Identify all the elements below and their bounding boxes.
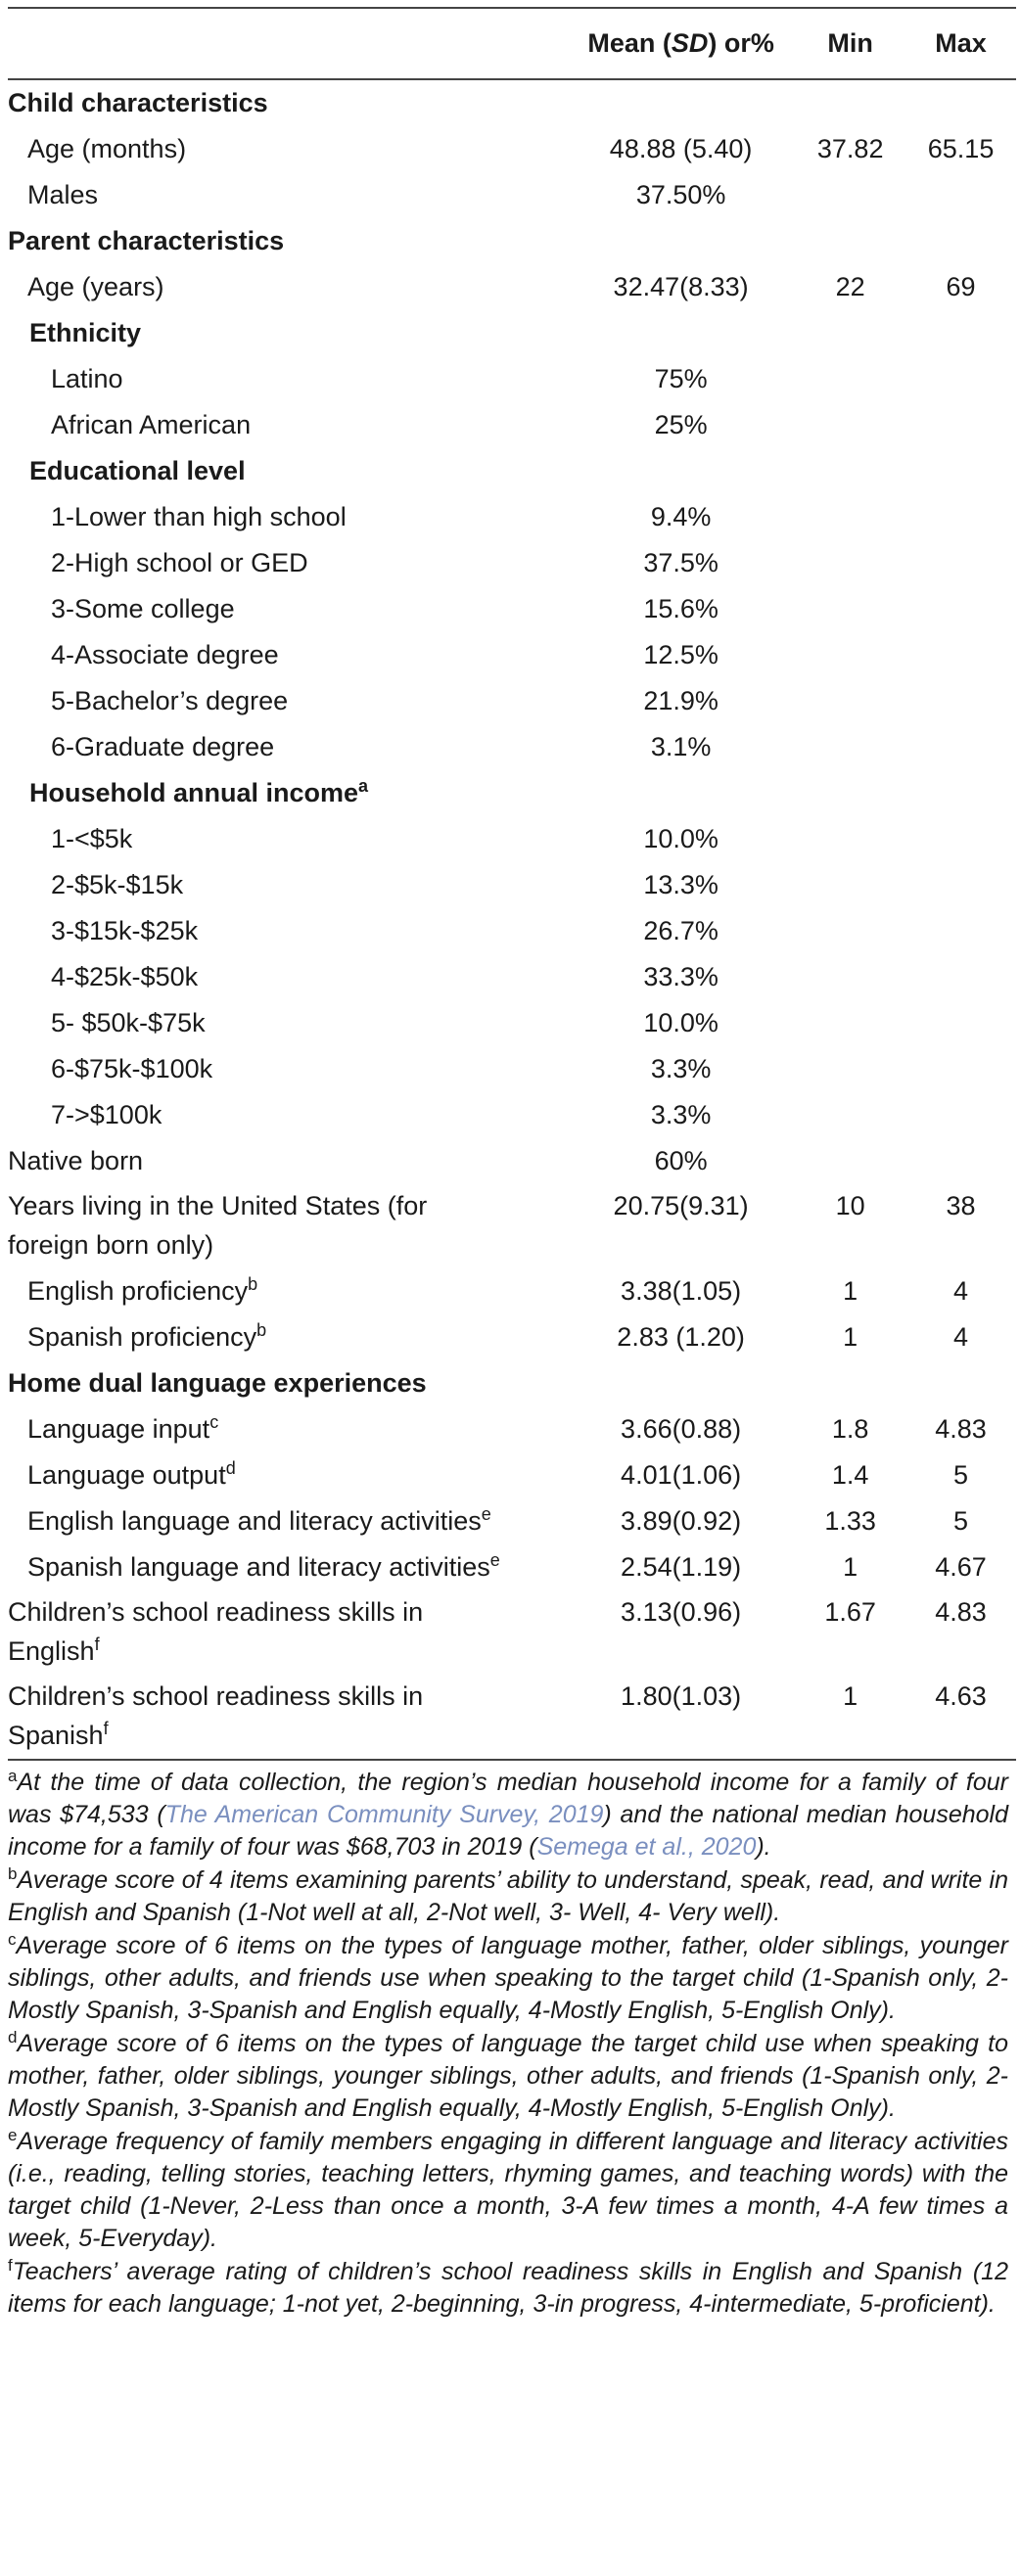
header-or-pct-text: ) or% bbox=[708, 28, 774, 58]
row-label: Age (months) bbox=[27, 134, 187, 163]
row-label: Ethnicity bbox=[29, 318, 142, 347]
row-mean: 48.88 (5.40) bbox=[609, 134, 753, 163]
footnote-mark: e bbox=[8, 2126, 18, 2144]
row-label bbox=[8, 1184, 567, 1268]
row-max: 4.67 bbox=[935, 1552, 987, 1582]
row-mean: 20.75(9.31) bbox=[613, 1191, 749, 1220]
table-row bbox=[8, 1498, 1016, 1544]
table-row bbox=[8, 1452, 1016, 1498]
row-label bbox=[8, 770, 567, 816]
row-label-text: Household annual income bbox=[29, 778, 359, 807]
footnote-marker: f bbox=[103, 1719, 109, 1738]
row-label: 3-$15k-$25k bbox=[51, 916, 199, 945]
row-label-text: Spanish language and literacy activities bbox=[27, 1552, 490, 1582]
row-min: 22 bbox=[835, 272, 865, 301]
footnote-marker: c bbox=[209, 1412, 219, 1432]
table-row bbox=[8, 908, 1016, 954]
footnote-marker: a bbox=[358, 776, 369, 796]
row-mean: 21.9% bbox=[643, 686, 719, 715]
row-mean: 3.3% bbox=[650, 1100, 712, 1129]
table-row bbox=[8, 448, 1016, 494]
header-label-col bbox=[8, 8, 567, 79]
row-max: 5 bbox=[953, 1460, 969, 1490]
row-mean: 60% bbox=[654, 1146, 708, 1175]
row-mean: 33.3% bbox=[643, 962, 719, 991]
table-row bbox=[8, 954, 1016, 1000]
table-row bbox=[8, 126, 1016, 172]
row-label: African American bbox=[51, 410, 252, 439]
row-label-line1: Children’s school readiness skills in bbox=[8, 1597, 424, 1627]
row-min: 1.8 bbox=[831, 1414, 869, 1444]
row-mean: 15.6% bbox=[643, 594, 719, 623]
row-label: 5-Bachelor’s degree bbox=[51, 686, 289, 715]
table-row bbox=[8, 172, 1016, 218]
header-sd-text: SD bbox=[671, 28, 709, 58]
row-label-text: Spanish proficiency bbox=[27, 1322, 257, 1352]
table-row bbox=[8, 218, 1016, 264]
table-row bbox=[8, 264, 1016, 310]
footnote-marker: e bbox=[489, 1550, 500, 1570]
row-label: 6-$75k-$100k bbox=[51, 1054, 213, 1083]
table-row bbox=[8, 1675, 1016, 1760]
citation-link[interactable]: Semega et al., 2020 bbox=[536, 1833, 757, 1861]
row-label-line1: Children’s school readiness skills in bbox=[8, 1681, 424, 1711]
table-row bbox=[8, 402, 1016, 448]
row-label bbox=[8, 1406, 567, 1452]
row-min: 1 bbox=[843, 1552, 858, 1582]
table-row bbox=[8, 862, 1016, 908]
table-row bbox=[8, 1092, 1016, 1138]
row-mean: 9.4% bbox=[650, 502, 712, 531]
row-label: 2-$5k-$15k bbox=[51, 870, 184, 899]
row-label-line2: English bbox=[8, 1636, 95, 1666]
table-row bbox=[8, 356, 1016, 402]
footnote-text: At the time of data collection, the region’s median household income for a family of four was $74,533 ( bbox=[8, 1769, 1008, 1828]
table-row bbox=[8, 770, 1016, 816]
table-row bbox=[8, 1138, 1016, 1184]
row-label: 4-Associate degree bbox=[51, 640, 279, 669]
row-mean: 3.13(0.96) bbox=[621, 1597, 742, 1627]
table-footnotes bbox=[8, 1767, 1008, 2321]
row-label bbox=[8, 1314, 567, 1360]
row-label-text: English proficiency bbox=[27, 1276, 249, 1306]
row-mean: 37.5% bbox=[643, 548, 719, 577]
table-row bbox=[8, 494, 1016, 540]
row-label: Home dual language experiences bbox=[8, 1368, 427, 1398]
row-mean: 3.89(0.92) bbox=[621, 1506, 742, 1536]
row-label bbox=[8, 1675, 567, 1760]
footnote-b bbox=[8, 1864, 1008, 1929]
row-mean: 3.1% bbox=[650, 732, 712, 761]
footnote-mark: c bbox=[8, 1930, 17, 1949]
footnote-text: Average frequency of family members engaging in different language and literacy activities (i.e., reading, telling stories, teaching letters, rhyming games, and teaching words) with the target child (1-Never, 2-Less than once a month, 3-A few times a month, 4-A few times a week, 5-Everyday). bbox=[8, 2128, 1008, 2252]
table-row bbox=[8, 1360, 1016, 1406]
row-label: 1-<$5k bbox=[51, 824, 133, 853]
row-mean: 3.66(0.88) bbox=[621, 1414, 742, 1444]
row-label: 6-Graduate degree bbox=[51, 732, 275, 761]
row-label-text: Language output bbox=[27, 1460, 226, 1490]
footnote-text: Average score of 6 items on the types of language the target child use when speaking to mother, father, older siblings, younger siblings, other adults, and friends (1-Spanish only, 2-Mostly Spanish, 3-Spanish and English equally, 4-Mostly English, 5-English Only). bbox=[8, 2030, 1008, 2122]
footnote-marker: e bbox=[481, 1504, 491, 1524]
row-mean: 2.83 (1.20) bbox=[617, 1322, 745, 1352]
row-mean: 3.3% bbox=[650, 1054, 712, 1083]
footnote-text: Average score of 4 items examining parents’ ability to understand, speak, read, and write in English and Spanish (1-Not well at all, 2-Not well, 3- Well, 4- Very well). bbox=[8, 1866, 1008, 1926]
row-label-line2: Spanish bbox=[8, 1721, 104, 1750]
header-min: Min bbox=[827, 28, 873, 58]
row-label-line1: Years living in the United States (for bbox=[8, 1191, 428, 1220]
row-mean: 12.5% bbox=[643, 640, 719, 669]
table-row bbox=[8, 816, 1016, 862]
footnote-c bbox=[8, 1930, 1008, 2027]
header-max: Max bbox=[935, 28, 987, 58]
row-label: 3-Some college bbox=[51, 594, 235, 623]
table-row bbox=[8, 540, 1016, 586]
descriptive-statistics-table bbox=[8, 7, 1016, 1761]
row-min: 1 bbox=[843, 1322, 858, 1352]
footnote-marker: d bbox=[225, 1458, 236, 1478]
row-label: Age (years) bbox=[27, 272, 164, 301]
row-mean: 4.01(1.06) bbox=[621, 1460, 742, 1490]
row-mean: 75% bbox=[654, 364, 708, 393]
citation-link[interactable]: The American Community Survey, 2019 bbox=[164, 1801, 604, 1828]
row-mean: 13.3% bbox=[643, 870, 719, 899]
header-mean-text: Mean ( bbox=[587, 28, 672, 58]
row-min: 1.4 bbox=[831, 1460, 869, 1490]
row-label: 4-$25k-$50k bbox=[51, 962, 199, 991]
footnote-marker: f bbox=[94, 1634, 100, 1654]
row-label: Native born bbox=[8, 1146, 144, 1175]
table-row bbox=[8, 632, 1016, 678]
row-label bbox=[8, 1498, 567, 1544]
row-label-text: Language input bbox=[27, 1414, 210, 1444]
table-row bbox=[8, 1184, 1016, 1268]
row-label: Males bbox=[27, 180, 99, 209]
table-row bbox=[8, 678, 1016, 724]
table-row bbox=[8, 1268, 1016, 1314]
footnote-marker: b bbox=[248, 1274, 258, 1294]
table-row bbox=[8, 79, 1016, 126]
row-label: 7->$100k bbox=[51, 1100, 162, 1129]
table-row bbox=[8, 1406, 1016, 1452]
row-label bbox=[8, 1452, 567, 1498]
row-label: 2-High school or GED bbox=[51, 548, 308, 577]
table-row bbox=[8, 1314, 1016, 1360]
row-mean: 32.47(8.33) bbox=[613, 272, 749, 301]
footnote-text: ). bbox=[756, 1833, 771, 1861]
row-mean: 1.80(1.03) bbox=[621, 1681, 742, 1711]
table-row bbox=[8, 1544, 1016, 1590]
row-label bbox=[8, 1590, 567, 1675]
table-row bbox=[8, 1000, 1016, 1046]
row-max: 4.63 bbox=[935, 1681, 987, 1711]
row-max: 38 bbox=[946, 1191, 976, 1220]
row-label: Educational level bbox=[29, 456, 246, 485]
row-label: Latino bbox=[51, 364, 123, 393]
footnote-a bbox=[8, 1767, 1008, 1863]
table-row bbox=[8, 1590, 1016, 1675]
row-label bbox=[8, 1268, 567, 1314]
row-min: 1 bbox=[843, 1681, 858, 1711]
footnote-d bbox=[8, 2028, 1008, 2125]
footnote-e bbox=[8, 2126, 1008, 2255]
table-row bbox=[8, 724, 1016, 770]
row-label bbox=[8, 1544, 567, 1590]
row-label: Parent characteristics bbox=[8, 226, 285, 255]
footnote-mark: b bbox=[8, 1864, 18, 1883]
footnote-mark: f bbox=[8, 2256, 13, 2275]
row-max: 4.83 bbox=[935, 1597, 987, 1627]
row-label-line2: foreign born only) bbox=[8, 1230, 214, 1260]
header-row bbox=[8, 8, 1016, 79]
row-max: 4.83 bbox=[935, 1414, 987, 1444]
footnote-marker: b bbox=[256, 1320, 267, 1340]
footnote-text: ) and the national median household income for a family of four was $68,703 in 2019 ( bbox=[8, 1801, 1008, 1861]
row-min: 10 bbox=[835, 1191, 865, 1220]
row-label: 5- $50k-$75k bbox=[51, 1008, 206, 1037]
header-mean-sd bbox=[567, 8, 795, 79]
table-row bbox=[8, 1046, 1016, 1092]
row-label-text: English language and literacy activities bbox=[27, 1506, 482, 1536]
row-mean: 10.0% bbox=[643, 1008, 719, 1037]
footnote-mark: a bbox=[8, 1767, 18, 1785]
row-min: 37.82 bbox=[816, 134, 884, 163]
page bbox=[0, 7, 1020, 2576]
row-max: 4 bbox=[953, 1276, 969, 1306]
row-mean: 26.7% bbox=[643, 916, 719, 945]
footnote-f bbox=[8, 2256, 1008, 2321]
footnote-text: Average score of 6 items on the types of language mother, father, older siblings, younger siblings, other adults, and friends use when speaking to the target child (1-Spanish only, 2-Mostly Spanish, 3-Spanish and English equally, 4-Mostly English, 5-English Only). bbox=[8, 1932, 1008, 2024]
row-min: 1.67 bbox=[824, 1597, 876, 1627]
row-label: 1-Lower than high school bbox=[51, 502, 347, 531]
table-row bbox=[8, 310, 1016, 356]
row-min: 1 bbox=[843, 1276, 858, 1306]
footnote-mark: d bbox=[8, 2028, 18, 2047]
row-min: 1.33 bbox=[824, 1506, 876, 1536]
row-max: 5 bbox=[953, 1506, 969, 1536]
row-mean: 37.50% bbox=[635, 180, 726, 209]
row-mean: 2.54(1.19) bbox=[621, 1552, 742, 1582]
row-max: 69 bbox=[946, 272, 976, 301]
row-mean: 25% bbox=[654, 410, 708, 439]
row-max: 4 bbox=[953, 1322, 969, 1352]
row-mean: 3.38(1.05) bbox=[621, 1276, 742, 1306]
row-mean: 10.0% bbox=[643, 824, 719, 853]
row-label: Child characteristics bbox=[8, 88, 268, 117]
table-row bbox=[8, 586, 1016, 632]
footnote-text: Teachers’ average rating of children’s school readiness skills in English and Spanish (12 items for each language; 1-not yet, 2-beginning, 3-in progress, 4-intermediate, 5-proficient). bbox=[8, 2258, 1008, 2318]
row-max: 65.15 bbox=[927, 134, 995, 163]
